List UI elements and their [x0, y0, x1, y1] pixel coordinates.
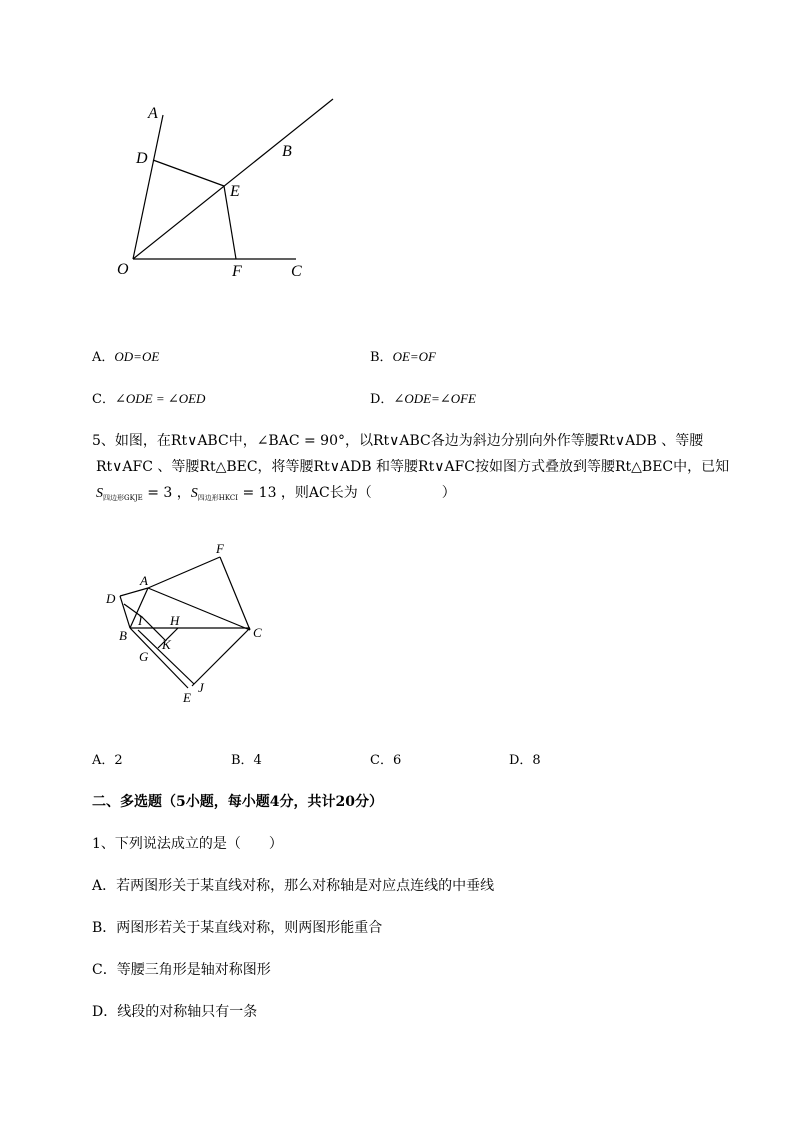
- label-d: D: [106, 591, 116, 606]
- q4-option-d[interactable]: [370, 388, 476, 407]
- mq1-option-b[interactable]: B．两图形若关于某直线对称，则两图形能重合: [92, 920, 383, 936]
- option-letter: B．: [370, 350, 393, 365]
- ray-oa: [133, 115, 163, 259]
- q5-option-c[interactable]: C．6: [370, 753, 402, 768]
- segment-af: [148, 557, 220, 588]
- area-subscript-1: 四边形GKJE: [103, 494, 143, 502]
- label-e: E: [183, 690, 191, 705]
- option-text: OE=OF: [392, 349, 436, 364]
- area-symbol-1: S: [96, 486, 103, 501]
- label-a: A: [140, 573, 148, 588]
- option-text: OD=OE: [114, 349, 160, 364]
- segment-de: [153, 160, 224, 186]
- label-f: F: [216, 541, 224, 556]
- label-d: D: [136, 150, 148, 167]
- label-b: B: [282, 143, 292, 160]
- segment-db: [120, 596, 130, 628]
- option-text: ∠ODE = ∠OED: [114, 391, 206, 406]
- q5-option-b[interactable]: B．4: [231, 753, 262, 768]
- q5-stem-line-3: [96, 482, 456, 503]
- mq1-stem: 1、下列说法成立的是（ ）: [92, 836, 283, 852]
- label-k: K: [162, 637, 171, 652]
- area-subscript-2: 四边形HKCI: [197, 494, 239, 502]
- segment-ce: [192, 628, 250, 686]
- label-b: B: [119, 628, 127, 643]
- q4-option-a[interactable]: [92, 346, 159, 365]
- option-text: ∠ODE=∠OFE: [393, 391, 476, 406]
- label-a: A: [148, 105, 158, 122]
- area-symbol-2: S: [190, 486, 198, 501]
- label-g: G: [139, 649, 149, 664]
- ray-ob: [133, 99, 333, 259]
- label-e: E: [230, 183, 240, 200]
- q5-option-d[interactable]: D．8: [509, 753, 541, 768]
- q4-option-b[interactable]: [370, 346, 436, 365]
- option-letter: D．: [370, 392, 394, 407]
- segment-da: [120, 588, 148, 596]
- mq1-option-c[interactable]: C．等腰三角形是轴对称图形: [92, 962, 271, 978]
- label-h: H: [170, 613, 180, 628]
- q5-stem-line-1: 5、如图，在Rt∨ABC中，∠BAC = 90°，以Rt∨ABC各边为斜边分别向外作等腰Rt∨ADB 、等腰: [92, 433, 704, 449]
- figure-angle-bisector: [0, 0, 794, 300]
- section-heading: 二、多选题（5小题，每小题4分，共计20分）: [92, 794, 383, 810]
- label-c: C: [291, 263, 302, 280]
- q5-option-a[interactable]: A．2: [92, 753, 123, 768]
- mq1-option-a[interactable]: A．若两图形关于某直线对称，那么对称轴是对应点连线的中垂线: [92, 878, 495, 894]
- label-i: I: [138, 613, 143, 628]
- q4-option-c[interactable]: [92, 388, 205, 407]
- label-c: C: [253, 625, 262, 640]
- area-value-2: = 13 ，则AC长为（ ）: [238, 485, 456, 501]
- option-letter: A．: [92, 350, 115, 365]
- q5-stem-line-2: Rt∨AFC 、等腰Rt△BEC，将等腰Rt∨ADB 和等腰Rt∨AFC按如图方式叠放到等腰Rt△BEC中，已知: [96, 459, 730, 475]
- label-o: O: [117, 261, 129, 278]
- option-letter: C．: [92, 392, 115, 407]
- figure-isosceles-right-triangles: [0, 530, 794, 710]
- label-j: J: [198, 680, 204, 695]
- area-value-1: = 3 ，: [142, 485, 191, 501]
- label-f: F: [232, 263, 242, 280]
- mq1-option-d[interactable]: D．线段的对称轴只有一条: [92, 1004, 258, 1020]
